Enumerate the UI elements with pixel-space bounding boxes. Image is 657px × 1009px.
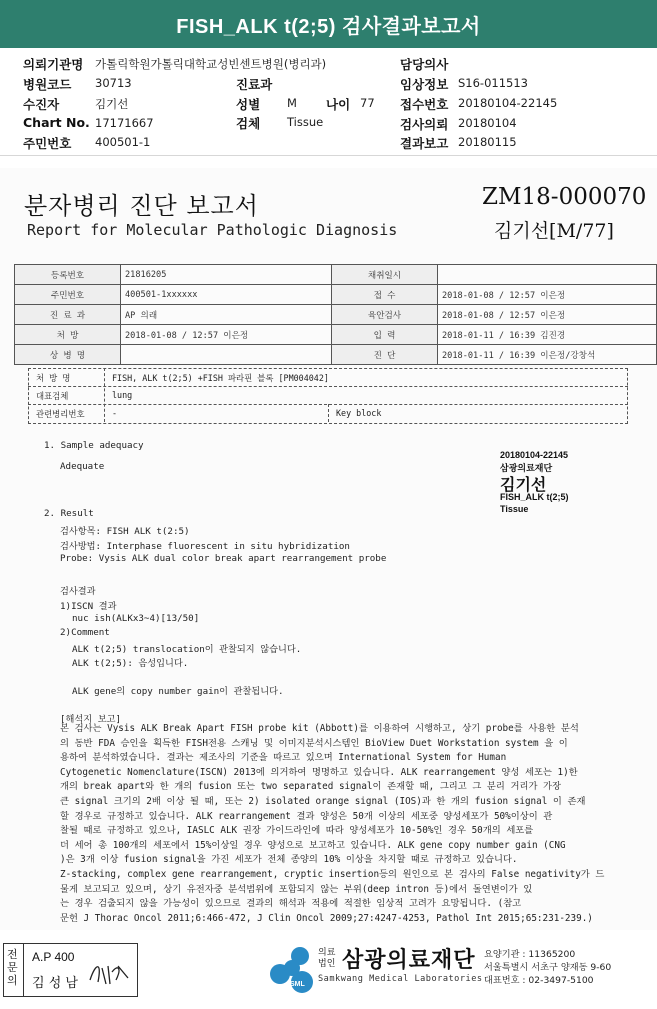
rx-value: FISH, ALK t(2;5) +FISH 파라핀 블록 [PM004042] [112, 373, 329, 383]
dept-label: 진료과 [236, 77, 273, 92]
stamp-receipt: 20180104-22145 [500, 450, 569, 460]
age-label: 나이 [326, 97, 351, 112]
org-label: 의뢰기관명 [23, 57, 84, 72]
section2-heading: 2. Result [44, 508, 94, 519]
col-label: 채취일시 [332, 265, 438, 285]
corp-label-2: 법인 [318, 959, 336, 969]
rrn-label: 주민번호 [23, 136, 72, 151]
interpretation-line: 개의 break apart와 한 개의 fusion 또는 two separated signal이 존재할 때, 그리고 그 분리 거리가 가장 [60, 781, 561, 793]
interpretation-line: 찰될 때로 규정하고 있으나, IASLC ALK 권장 가이드라인에 따라 양성세포가 10-50%인 경우 50개의 세포를 [60, 825, 534, 837]
sex-label: 성별 [236, 97, 261, 112]
table-row [15, 345, 657, 365]
interpretation-line: 할 경우로 규정하고 있습니다. ALK rearrangement 결과 양성은 50개 이상의 세포중 양성세포가 50%이상이 관 [60, 810, 553, 822]
recv-value: 2018-01-08 / 12:57 이은정 [438, 285, 657, 305]
header-info [0, 48, 657, 153]
gain-line: ALK gene의 copy number gain이 관찰됩니다. [72, 686, 284, 697]
org-contact [484, 948, 611, 987]
rrn2-label: 주민번호 [15, 285, 121, 305]
org-name-en: Samkwang Medical Laboratories [318, 974, 483, 984]
pathologist-box-divider [23, 943, 24, 997]
clinical-value: S16-011513 [458, 76, 528, 90]
code-value: 30713 [95, 76, 132, 90]
interpretation-line: Z-stacking, complex gene rearrangement, cryptic insertion등의 원인으로 본 검사의 False negativity가 드 [60, 868, 605, 880]
interpretation-line: 의 동반 FDA 승인을 획득한 FISH전용 스캐닝 및 이미지분석시스템인 BioView Duet Workstation system 을 이 [60, 737, 568, 749]
related-value: - [112, 408, 118, 418]
signature-image [88, 958, 132, 988]
comment-label: 2)Comment [60, 627, 110, 638]
specialist-label: 전문의 [7, 948, 18, 987]
specimen-label: 검체 [236, 116, 261, 131]
code-label: 병원코드 [23, 77, 72, 92]
stamp-org: 삼광의료재단 [500, 463, 553, 473]
interpretation-heading: [해석지 보고] [60, 714, 121, 725]
corp-label-1: 의료 [318, 948, 336, 958]
stamp-patient: 김기선 [500, 477, 547, 494]
sml-logo-icon [266, 944, 318, 996]
table-row [15, 265, 657, 285]
col-value [438, 265, 657, 285]
result-line: Probe: Vysis ALK dual color break apart rearrangement probe [60, 553, 387, 564]
comment-line: ALK t(2;5): 음성입니다. [72, 658, 189, 669]
review-value: 2018-01-08 / 12:57 이은정 [438, 305, 657, 325]
org-phone: 대표번호 : 02-3497-5100 [484, 975, 594, 986]
interpretation-line: )은 3개 이상 fusion signal을 가진 세포가 전체 종양의 10% 이상을 차지할 때로 규정하고 있습니다. [60, 854, 518, 866]
doctor-label: 담당의사 [400, 57, 449, 72]
corp-label [318, 948, 335, 970]
stamp-specimen: Tissue [500, 504, 529, 514]
diag-value: 2018-01-11 / 16:39 이은정/강창석 [438, 345, 657, 365]
iscn-value: nuc ish(ALKx3~4)[13/50] [72, 613, 200, 624]
license-number: A.P 400 [32, 950, 75, 964]
rrn2-value: 400501-1xxxxxx [121, 285, 332, 305]
order-label: 처 방 [15, 325, 121, 345]
reported-value: 20180115 [458, 135, 517, 149]
chart-label: Chart No. [23, 115, 90, 130]
requested-value: 20180104 [458, 116, 517, 130]
clinical-label: 임상정보 [400, 77, 449, 92]
sex-value: M [287, 96, 297, 110]
table-row [15, 325, 657, 345]
table-row [15, 285, 657, 305]
reg-label: 등록번호 [15, 265, 121, 285]
reported-label: 결과보고 [400, 136, 449, 151]
dept2-label: 진 료 과 [15, 305, 121, 325]
result-line: 검사항목: FISH ALK t(2:5) [60, 526, 190, 537]
interpretation-line: 큰 signal 크기의 2배 이상 될 때, 또는 2) isolated orange signal (IOS)과 한 개의 fusion signal 이 존재 [60, 795, 586, 807]
section1-value: Adequate [60, 461, 105, 472]
interpretation-line: 더 세어 총 100개의 세포에서 15%이상일 경우 양성으로 보고하고 있습니다. ALK gene copy number gain (CNG [60, 839, 566, 851]
patient-value: 김기선 [95, 97, 129, 111]
comment-line: ALK t(2;5) translocation이 관찰되지 않습니다. [72, 644, 302, 655]
sml-logo-text: SML [290, 981, 305, 988]
report-title-bar [0, 0, 657, 48]
diag-label: 진 단 [332, 345, 438, 365]
org-address: 서울특별시 서초구 양재동 9-60 [484, 962, 612, 973]
patient-label: 수진자 [23, 97, 60, 112]
interpretation-text [60, 722, 644, 926]
spec-label: 대표검체 [36, 391, 69, 401]
interpretation-line: 는 경우 검출되지 않을 가능성이 있으므로 결과의 해석과 적용에 적절한 임상적 고려가 요망됩니다. (참고 [60, 898, 522, 910]
recv-label: 접 수 [332, 285, 438, 305]
related-label: 관련병리번호 [36, 409, 85, 419]
input-label: 입 력 [332, 325, 438, 345]
order-block-divider [104, 368, 105, 422]
disease-value [121, 345, 332, 365]
org-name: 삼광의료재단 [342, 948, 476, 973]
header-divider [0, 155, 657, 156]
report-title-ko: 분자병리 진단 보고서 [24, 192, 259, 220]
stamp-test: FISH_ALK t(2;5) [500, 492, 569, 502]
patient-info-table [14, 264, 657, 365]
rx-label: 처 방 명 [36, 373, 71, 383]
key-block-label: Key block [336, 408, 382, 418]
report-title-en: Report for Molecular Pathologic Diagnosis [27, 221, 398, 239]
org-code: 요양기관 : 11365200 [484, 949, 576, 960]
receipt-label: 접수번호 [400, 97, 449, 112]
interpretation-line: 문헌 J Thorac Oncol 2011;6:466-472, J Clin Oncol 2009;27:4247-4253, Pathol Int 2015;65:231-239.) [60, 912, 593, 924]
patient-tag: 김기선[M/77] [494, 220, 614, 242]
order-block-divider [28, 386, 628, 387]
chart-value: 17171667 [95, 116, 154, 130]
receipt-value: 20180104-22145 [458, 96, 558, 110]
interpretation-line: 본 검사는 Vysis ALK Break Apart FISH probe kit (Abbott)를 이용하여 시행하고, 상기 probe를 사용한 분석 [60, 723, 579, 734]
review-label: 육안검사 [332, 305, 438, 325]
report-id: ZM18-000070 [482, 184, 647, 210]
order-value: 2018-01-08 / 12:57 이은정 [121, 325, 332, 345]
result-line: 검사방법: Interphase fluorescent in situ hybridization [60, 541, 350, 552]
table-row [15, 305, 657, 325]
order-block-divider [328, 404, 329, 422]
iscn-label: 1)ISCN 결과 [60, 601, 117, 612]
dept2-value: AP 의래 [121, 305, 332, 325]
interpretation-line: Cytogenetic Nomenclature(ISCN) 2013에 의거하여 명명하고 있습니다. ALK rearrangement 양성 세포는 1)한 [60, 766, 578, 778]
interpretation-line: 물게 보고되고 있으며, 상기 유전자중 분석범위에 포함되지 않는 부위(deep intron 등)에서 돌연변이가 있 [60, 883, 533, 895]
interpretation-line: 용하여 분석하였습니다. 결과는 제조사의 기준을 따르고 있으며 International System for Human [60, 752, 507, 764]
rrn-value: 400501-1 [95, 135, 151, 149]
requested-label: 검사의뢰 [400, 117, 449, 132]
input-value: 2018-01-11 / 16:39 김진경 [438, 325, 657, 345]
spec-value: lung [112, 390, 133, 400]
result-label: 검사결과 [60, 586, 96, 597]
pathologist-name: 김 성 남 [32, 976, 78, 991]
disease-label: 상 병 명 [15, 345, 121, 365]
section1-heading: 1. Sample adequacy [44, 440, 144, 451]
report-title: FISH_ALK t(2;5) 검사결과보고서 [176, 15, 481, 38]
reg-value: 21816205 [121, 265, 332, 285]
age-value: 77 [360, 96, 375, 110]
org-value: 가톨릭학원가톨릭대학교성빈센트병원(병리과) [95, 57, 327, 71]
specimen-value: Tissue [287, 115, 324, 129]
